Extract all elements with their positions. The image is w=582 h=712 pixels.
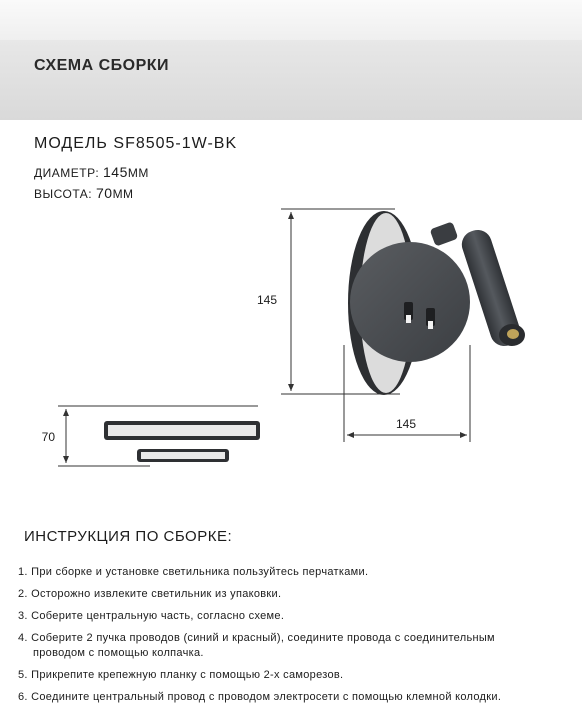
arm-joint xyxy=(430,221,459,246)
diameter-label: ДИАМЕТР: xyxy=(34,166,100,180)
diameter-value: 145 xyxy=(103,164,128,180)
model-code: SF8505-1W-BK xyxy=(113,135,238,152)
height-dimension-label: 145 xyxy=(256,293,277,307)
step-text: Соберите центральную часть, согласно схеме. xyxy=(31,610,285,622)
side-plate-bottom-inner xyxy=(141,452,225,459)
lens xyxy=(507,329,519,339)
step-text: Соберите 2 пучка проводов (синий и красный), соедините провода с соединительным xyxy=(31,632,495,644)
switch-right-toggle xyxy=(428,321,433,329)
step-text: При сборке и установке светильника пользуйтесь перчатками. xyxy=(31,566,369,578)
lamp-front-view xyxy=(348,211,525,395)
side-dimension-label: 70 xyxy=(41,430,55,444)
height-unit: ММ xyxy=(112,187,134,201)
model-label: МОДЕЛЬ xyxy=(34,135,108,152)
step-text: Прикрепите крепежную планку с помощью 2-х саморезов. xyxy=(31,669,344,681)
step-text: Осторожно извлеките светильник из упаковки. xyxy=(31,588,282,600)
step-number: 3. xyxy=(18,610,28,622)
height-value: 70 xyxy=(95,185,113,201)
list-item xyxy=(18,565,578,580)
list-item xyxy=(18,587,578,602)
step-number: 6. xyxy=(18,691,28,703)
step-number: 5. xyxy=(18,669,28,681)
list-item xyxy=(18,631,578,661)
side-plate-top-inner xyxy=(108,425,256,436)
list-item xyxy=(18,668,578,683)
step-number: 1. xyxy=(18,566,28,578)
height-label: ВЫСОТА: xyxy=(34,187,93,201)
page-title: СХЕМА СБОРКИ xyxy=(34,57,170,74)
width-dimension-label: 145 xyxy=(395,417,417,431)
list-item xyxy=(18,690,578,705)
step-number: 4. xyxy=(18,632,28,644)
diameter-unit: ММ xyxy=(127,166,149,180)
list-item xyxy=(18,609,578,624)
instructions-list xyxy=(18,565,578,712)
step-text-continuation: проводом с помощью колпачка. xyxy=(33,647,204,659)
switch-left-toggle xyxy=(406,315,411,323)
lamp-side-view xyxy=(104,421,260,462)
step-text: Соедините центральный провод с проводом электросети с помощью клемной колодки. xyxy=(31,691,502,703)
instructions-title: ИНСТРУКЦИЯ ПО СБОРКЕ: xyxy=(24,528,233,545)
step-number: 2. xyxy=(18,588,28,600)
